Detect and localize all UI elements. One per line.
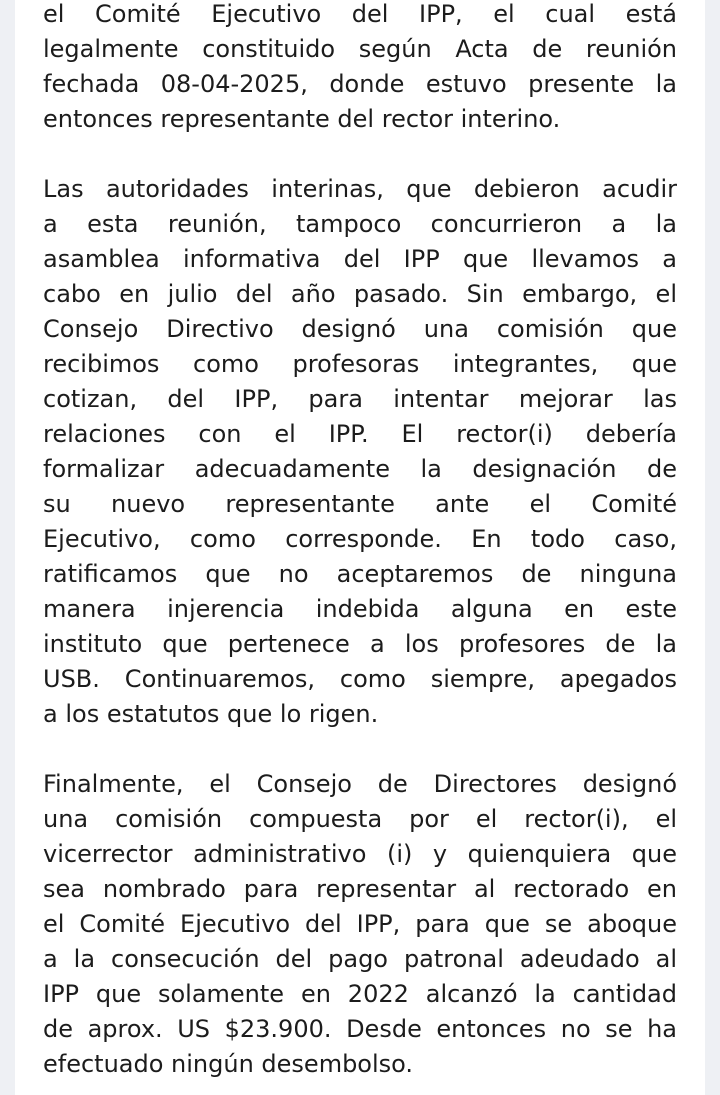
text-line: el Comité Ejecutivo del IPP, el cual está [43, 0, 677, 28]
text-line: ratificamos que no aceptaremos de ninguna [43, 560, 677, 588]
text-line: a la consecución del pago patronal adeudado al [43, 945, 677, 973]
text-line: IPP que solamente en 2022 alcanzó la cantidad [43, 980, 677, 1008]
text-line: instituto que pertenece a los profesores de la [43, 630, 677, 658]
text-line: su nuevo representante ante el Comité [43, 490, 677, 518]
text-line: vicerrector administrativo (i) y quienquiera que [43, 840, 677, 868]
text-line: manera injerencia indebida alguna en este [43, 595, 677, 623]
text-line: cabo en julio del año pasado. Sin embargo, el [43, 280, 677, 308]
text-line: USB. Continuaremos, como siempre, apegados [43, 665, 677, 693]
text-line: efectuado ningún desembolso. [43, 1050, 414, 1078]
text-line: fechada 08-04-2025, donde estuvo presente la [43, 70, 677, 98]
text-line: el Comité Ejecutivo del IPP, para que se aboque [43, 910, 677, 938]
text-line: a los estatutos que lo rigen. [43, 700, 379, 728]
text-line: una comisión compuesta por el rector(i), el [43, 805, 677, 833]
text-line: de aprox. US $23.900. Desde entonces no se ha [43, 1015, 677, 1043]
text-line: Las autoridades interinas, que debieron acudir [43, 175, 677, 203]
text-line: asamblea informativa del IPP que llevamos a [43, 245, 677, 273]
text-line: recibimos como profesoras integrantes, que [43, 350, 677, 378]
paragraph-autoridades-interinas [43, 172, 677, 732]
paragraph-comite-ejecutivo [43, 0, 677, 137]
text-line: a esta reunión, tampoco concurrieron a la [43, 210, 677, 238]
document-page [15, 0, 705, 1095]
text-line: cotizan, del IPP, para intentar mejorar las [43, 385, 677, 413]
text-line: Finalmente, el Consejo de Directores designó [43, 770, 677, 798]
text-line: legalmente constituido según Acta de reunión [43, 35, 677, 63]
text-line: sea nombrado para representar al rectorado en [43, 875, 677, 903]
text-line: formalizar adecuadamente la designación de [43, 455, 677, 483]
text-line: Consejo Directivo designó una comisión que [43, 315, 677, 343]
text-line: relaciones con el IPP. El rector(i) debería [43, 420, 677, 448]
text-line: entonces representante del rector interino. [43, 105, 561, 133]
paragraph-consejo-de-directores [43, 767, 677, 1082]
text-line: Ejecutivo, como corresponde. En todo caso, [43, 525, 677, 553]
